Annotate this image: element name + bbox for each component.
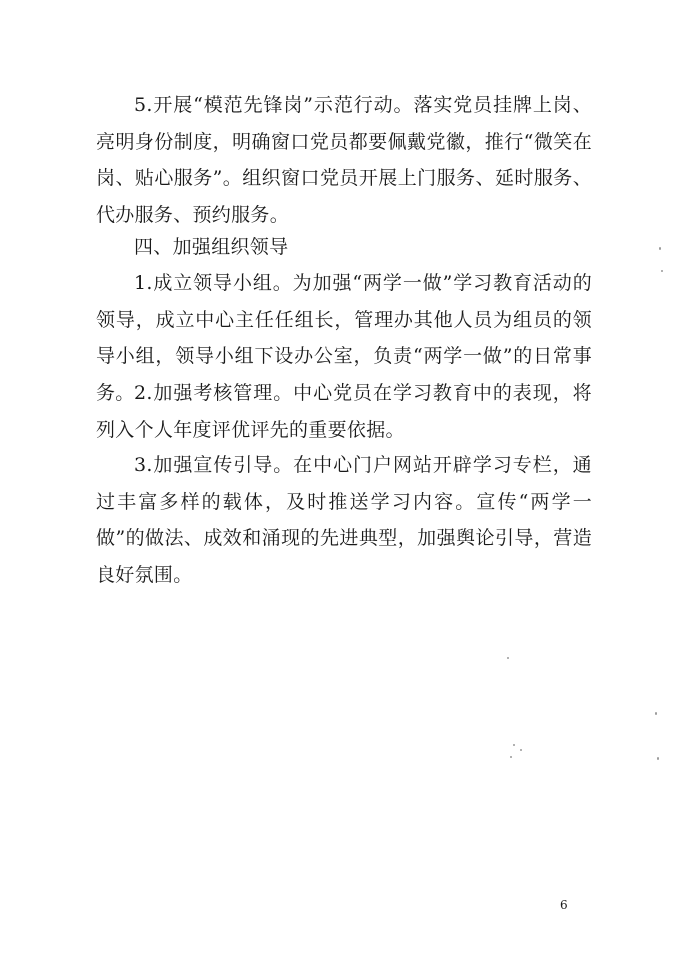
- scan-speck: [510, 756, 512, 758]
- scan-speck: [520, 749, 522, 751]
- scan-speck: [655, 712, 657, 715]
- paragraph-item-2-assessment: 2.加强考核管理。中心党员在学习教育中的表现，将列入个人年度评优评先的重要依据。: [96, 382, 592, 441]
- scan-speck: [657, 757, 659, 760]
- scan-speck: [661, 270, 663, 272]
- scan-speck: [513, 744, 515, 746]
- scan-speck: [507, 657, 509, 659]
- scan-speck: [659, 247, 661, 250]
- page-number: 6: [560, 898, 568, 912]
- paragraph-item-5-model-post: 5.开展“模范先锋岗”示范行动。落实党员挂牌上岗、亮明身份制度，明确窗口党员都要佩戴党徽，推行“微笑在岗、贴心服务”。组织窗口党员开展上门服务、延时服务、代办服务、预约服务。: [96, 94, 592, 226]
- section-heading-strengthen-leadership: 四、加强组织领导: [134, 236, 289, 258]
- paragraph-item-1-leading-group: 1.成立领导小组。为加强“两学一做”学习教育活动的领导，成立中心主任任组长，管理办其他人员为组员的领导小组，领导小组下设办公室，负责“两学一做”的日常事务。: [96, 272, 592, 404]
- paragraph-item-3-publicity: 3.加强宣传引导。在中心门户网站开辟学习专栏，通过丰富多样的载体，及时推送学习内容。宣传“两学一做”的做法、成效和涌现的先进典型，加强舆论引导，营造良好氛围。: [96, 454, 592, 586]
